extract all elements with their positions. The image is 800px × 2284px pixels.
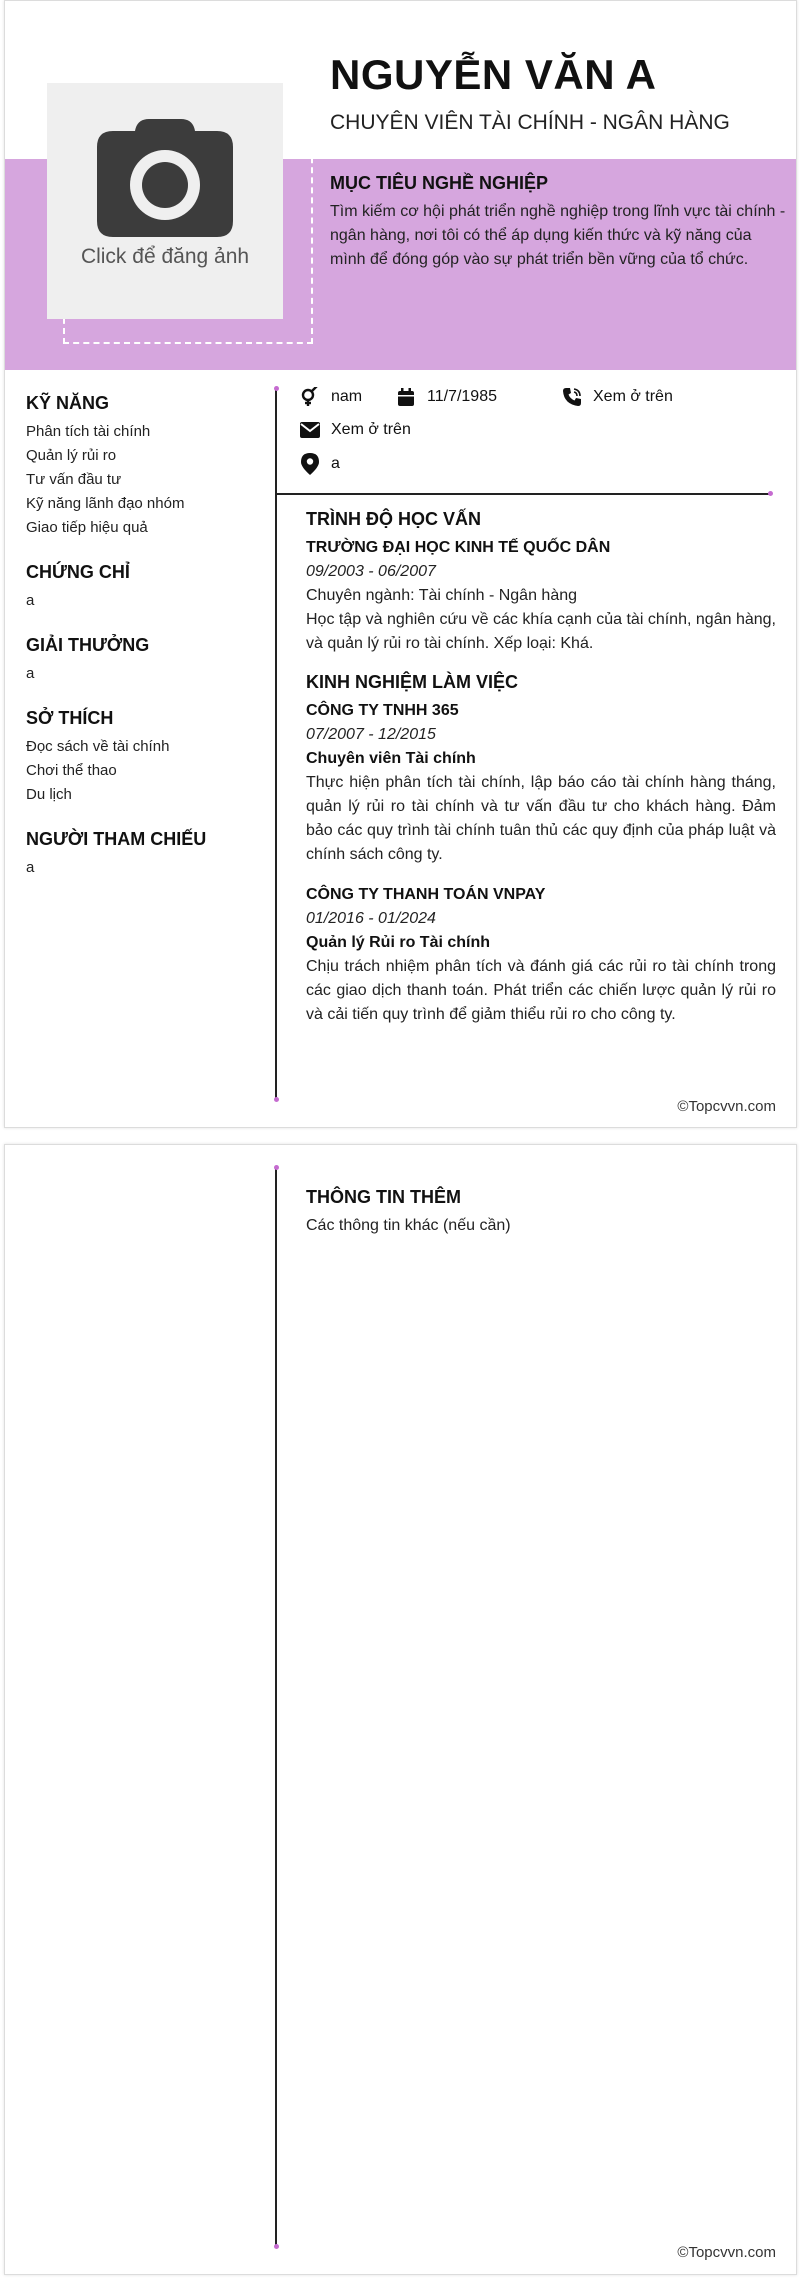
skills-title: KỸ NĂNG bbox=[26, 393, 110, 413]
photo-upload-caption: Click để đăng ảnh bbox=[80, 245, 250, 268]
gender-field[interactable] bbox=[299, 386, 362, 408]
cv-page-2 bbox=[4, 1144, 797, 2275]
school-name[interactable]: TRƯỜNG ĐẠI HỌC KINH TẾ QUỐC DÂN bbox=[306, 539, 611, 556]
skill-item[interactable]: Phân tích tài chính bbox=[26, 423, 151, 440]
education-title: TRÌNH ĐỘ HỌC VẤN bbox=[306, 509, 481, 529]
skill-item[interactable]: Giao tiếp hiệu quả bbox=[26, 519, 148, 536]
experience-item bbox=[306, 883, 776, 1027]
candidate-name[interactable]: NGUYỄN VĂN A bbox=[330, 51, 657, 98]
footer-brand: ©Topcvvn.com bbox=[677, 1098, 776, 1115]
reference-item[interactable]: a bbox=[26, 859, 35, 876]
skill-item[interactable]: Quản lý rủi ro bbox=[26, 447, 117, 464]
hobby-item[interactable]: Đọc sách về tài chính bbox=[26, 738, 170, 755]
divider-dot bbox=[768, 491, 773, 496]
camera-icon bbox=[97, 119, 233, 237]
email-field[interactable] bbox=[299, 419, 411, 441]
gender-value: nam bbox=[331, 388, 363, 405]
timeline-vertical-line bbox=[275, 389, 277, 1100]
experience-item bbox=[306, 699, 776, 867]
cv-page-1 bbox=[4, 0, 797, 1128]
hobby-item[interactable]: Chơi thể thao bbox=[26, 762, 117, 779]
skill-item[interactable]: Kỹ năng lãnh đạo nhóm bbox=[26, 495, 185, 512]
hobby-item[interactable]: Du lịch bbox=[26, 786, 72, 803]
job-description[interactable]: Chịu trách nhiệm phân tích và đánh giá các rủi ro tài chính trong các giao dịch thanh toán. Phát triển các chiến lược quản lý rủi ro và cải tiến quy trình để giảm thiểu rủi ro cho công ty. bbox=[306, 958, 776, 1023]
references-section bbox=[26, 829, 266, 880]
certificates-title: CHỨNG CHỈ bbox=[26, 562, 130, 582]
award-item[interactable]: a bbox=[26, 665, 35, 682]
envelope-icon bbox=[299, 419, 321, 441]
objective-title: MỤC TIÊU NGHỀ NGHIỆP bbox=[330, 173, 549, 193]
footer-brand: ©Topcvvn.com bbox=[677, 2244, 776, 2261]
birthday-value: 11/7/1985 bbox=[427, 388, 497, 405]
contact-divider-line bbox=[275, 493, 771, 495]
career-objective-section bbox=[330, 173, 790, 272]
job-description[interactable]: Thực hiện phân tích tài chính, lập báo cáo tài chính hàng tháng, quản lý rủi ro tài chính và tư vấn đầu tư cho khách hàng. Đảm bảo các quy trình tài chính tuân thủ các quy định của pháp luật và chính sách công ty. bbox=[306, 774, 776, 863]
experience-title: KINH NGHIỆM LÀM VIỆC bbox=[306, 672, 519, 692]
education-section bbox=[306, 509, 776, 656]
gender-icon bbox=[299, 386, 321, 408]
hobbies-title: SỞ THÍCH bbox=[26, 708, 114, 728]
company-name[interactable]: CÔNG TY THANH TOÁN VNPAY bbox=[306, 886, 546, 903]
experience-section bbox=[306, 672, 776, 1027]
certificate-item[interactable]: a bbox=[26, 592, 35, 609]
photo-upload-area[interactable] bbox=[47, 83, 283, 319]
certificates-section bbox=[26, 562, 266, 613]
education-description[interactable]: Học tập và nghiên cứu về các khía cạnh của tài chính, ngân hàng, và quản lý rủi ro tài chính. Xếp loại: Khá. bbox=[306, 611, 776, 652]
awards-title: GIẢI THƯỞNG bbox=[26, 635, 150, 655]
timeline-vertical-line bbox=[275, 1168, 277, 2246]
company-name[interactable]: CÔNG TY TNHH 365 bbox=[306, 702, 459, 719]
skill-item[interactable]: Tư vấn đầu tư bbox=[26, 471, 122, 488]
phone-icon bbox=[561, 386, 583, 408]
job-period[interactable]: 07/2007 - 12/2015 bbox=[306, 726, 436, 743]
timeline-dot bbox=[274, 1165, 279, 1170]
timeline-dot bbox=[274, 2244, 279, 2249]
additional-info-text[interactable]: Các thông tin khác (nếu cần) bbox=[306, 1217, 511, 1234]
main-content bbox=[306, 509, 776, 1027]
map-pin-icon bbox=[299, 453, 321, 475]
awards-section bbox=[26, 635, 266, 686]
email-value: Xem ở trên bbox=[331, 421, 411, 438]
timeline-dot bbox=[274, 386, 279, 391]
education-major[interactable]: Chuyên ngành: Tài chính - Ngân hàng bbox=[306, 587, 578, 604]
phone-field[interactable] bbox=[561, 386, 673, 408]
address-field[interactable] bbox=[299, 453, 340, 475]
sidebar bbox=[26, 393, 266, 902]
additional-info-title: THÔNG TIN THÊM bbox=[306, 1187, 461, 1207]
hobbies-section bbox=[26, 708, 266, 807]
candidate-job-title[interactable]: CHUYÊN VIÊN TÀI CHÍNH - NGÂN HÀNG bbox=[330, 111, 730, 134]
timeline-dot bbox=[274, 1097, 279, 1102]
additional-info-section bbox=[306, 1187, 776, 1238]
job-role[interactable]: Chuyên viên Tài chính bbox=[306, 750, 476, 767]
job-period[interactable]: 01/2016 - 01/2024 bbox=[306, 910, 436, 927]
skills-section bbox=[26, 393, 266, 540]
job-role[interactable]: Quản lý Rủi ro Tài chính bbox=[306, 934, 491, 951]
references-title: NGƯỜI THAM CHIẾU bbox=[26, 829, 207, 849]
education-period[interactable]: 09/2003 - 06/2007 bbox=[306, 563, 436, 580]
birthday-field[interactable] bbox=[395, 386, 497, 408]
objective-text[interactable]: Tìm kiếm cơ hội phát triển nghề nghiệp trong lĩnh vực tài chính - ngân hàng, nơi tôi có thể áp dụng kiến thức và kỹ năng của mình để đóng góp vào sự phát triển bền vững của tổ chức. bbox=[330, 203, 786, 268]
phone-value: Xem ở trên bbox=[593, 388, 673, 405]
calendar-icon bbox=[395, 386, 417, 408]
address-value: a bbox=[331, 455, 340, 472]
